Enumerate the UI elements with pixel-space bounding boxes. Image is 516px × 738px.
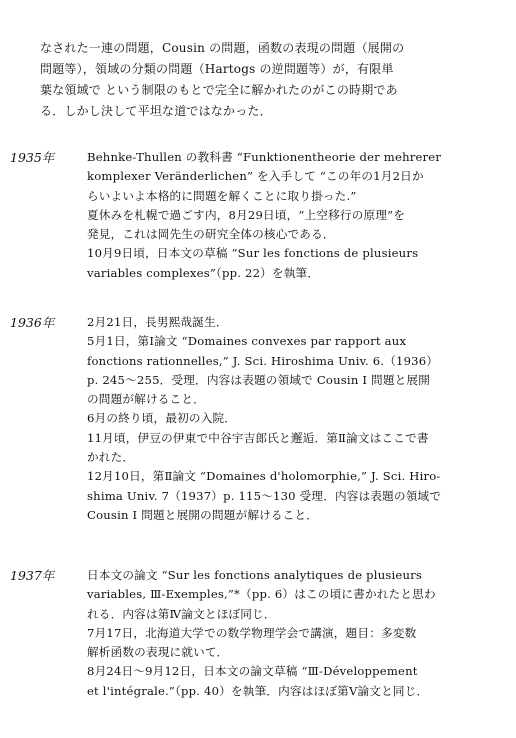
entry-year: 1937年 <box>10 568 55 583</box>
entry-line: 12月10日，第Ⅱ論文 “Domaines d'holomorphie,” J. Sci. Hiro- <box>87 469 441 484</box>
entry-body <box>87 313 497 525</box>
entry-line: 10月9日頃，日本文の草稿 “Sur les fonctions de plusieurs <box>87 246 419 261</box>
entry-line: Behnke-Thullen の教科書 “Funktionentheorie der mehrerer <box>87 150 442 164</box>
entry-line: komplexer Veränderlichen” を入手して “この年の1月2日か <box>87 169 424 184</box>
intro-line: なされた一連の問題，Cousin の問題，函数の表現の問題（展開の <box>40 41 405 55</box>
entry-year: 1935年 <box>10 150 55 165</box>
entry-line: 11月頃，伊豆の伊東で中谷宇吉郎氏と邂逅．第Ⅱ論文はここで書 <box>87 430 429 445</box>
entry-line: らいよいよ本格的に問題を解くことに取り掛った.” <box>87 188 357 203</box>
entry-body <box>87 148 497 283</box>
entry-line: れる．内容は第Ⅳ論文とほぼ同じ． <box>87 606 276 621</box>
intro-line: る．しかし決して平坦な道ではなかった． <box>40 104 272 118</box>
intro-paragraph <box>40 38 480 122</box>
entry-line: et l'intégrale.”（pp. 40）を執筆．内容はほぼ第Ⅴ論文と同じ． <box>87 683 429 698</box>
entry-line: 夏休みを札幌で過ごす内，8月29日頃，“上空移行の原理”を <box>87 207 406 222</box>
entry-line: p. 245～255．受理．内容は表題の領域で Cousin Ⅰ 問題と展開 <box>87 372 431 387</box>
entry-line: かれた． <box>87 450 135 465</box>
intro-line: 問題等），領域の分類の問題（Hartogs の逆問題等）が，有限単 <box>40 62 394 76</box>
entry-line: 6月の終り頃，最初の入院． <box>87 411 237 426</box>
entry-year: 1936年 <box>10 315 55 330</box>
entry-body <box>87 566 497 701</box>
entry-line: fonctions rationnelles,” J. Sci. Hiroshima Univ. 6.（1936） <box>87 353 439 368</box>
entry-line: 8月24日～9月12日，日本文の論文草稿 “Ⅲ-Développement <box>87 664 418 679</box>
entry-line: 5月1日，第Ⅰ論文 “Domaines convexes par rapport aux <box>87 334 407 349</box>
entry-line: variables, Ⅲ-Exemples,”*（pp. 6）はこの頃に書かれたと思わ <box>87 587 436 602</box>
entry-line: shima Univ. 7（1937）p. 115～130 受理．内容は表題の領域で <box>87 488 442 503</box>
intro-line: 葉な領域で という制限のもとで完全に解かれたのがこの時期であ <box>40 83 398 97</box>
entry-line: 2月21日，長男熙哉誕生． <box>87 315 228 329</box>
entry-line: 解析函数の表現に就いて． <box>87 645 229 660</box>
entry-line: variables complexes”（pp. 22）を執筆． <box>87 265 320 280</box>
entry-line: の問題が解けること． <box>87 392 205 407</box>
entry-line: 7月17日，北海道大学での数学物理学会で講演，題目：多変数 <box>87 625 417 640</box>
entry-line: Cousin Ⅰ 問題と展開の問題が解けること． <box>87 507 319 522</box>
entry-line: 発見，これは岡先生の研究全体の核心である． <box>87 227 335 242</box>
entry-line: 日本文の論文 “Sur les fonctions analytiques de plusieurs <box>87 568 423 582</box>
